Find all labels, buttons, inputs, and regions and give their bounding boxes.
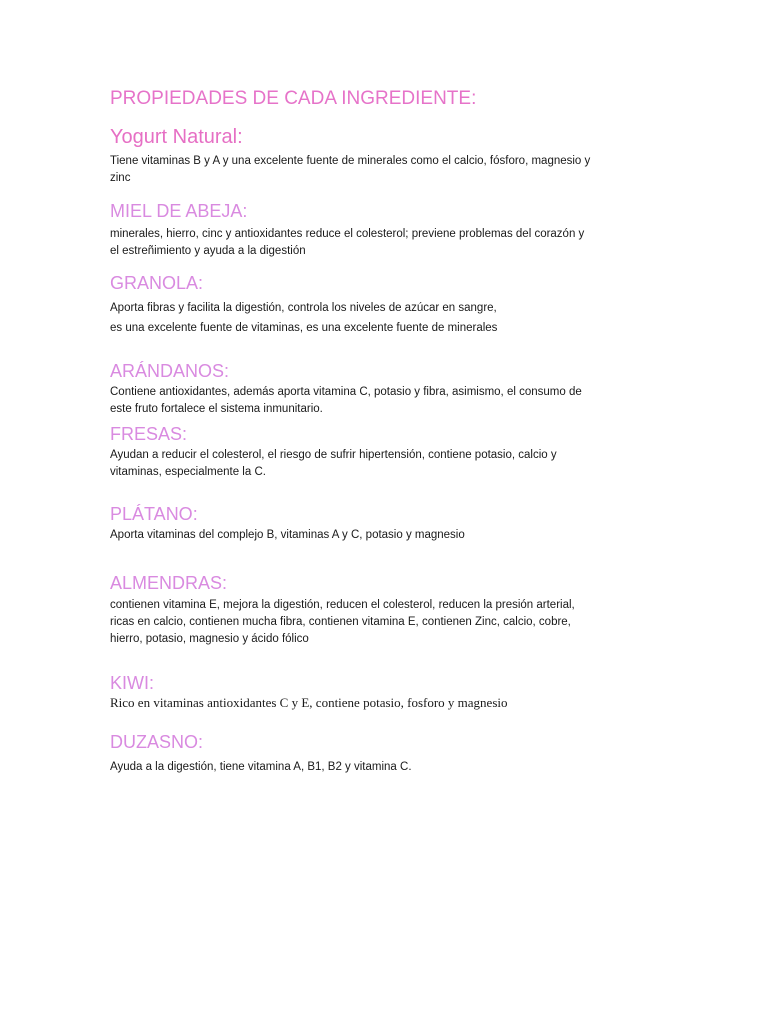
section-body-arandanos (110, 384, 655, 418)
body-line: contienen vitamina E, mejora la digestión, reducen el colesterol, reducen la presión arterial, (110, 599, 575, 611)
section-body-fresas (110, 447, 655, 481)
body-line: Aporta vitaminas del complejo B, vitaminas A y C, potasio y magnesio (110, 529, 465, 541)
body-line: ricas en calcio, contienen mucha fibra, contienen vitamina E, contienen Zinc, calcio, cobre, (110, 616, 571, 628)
body-line: zinc (110, 172, 131, 184)
body-line: vitaminas, especialmente la C. (110, 466, 266, 478)
section-heading-kiwi: KIWI: (110, 673, 154, 693)
section-body-yogurt (110, 153, 655, 187)
body-line: es una excelente fuente de vitaminas, es una excelente fuente de minerales (110, 322, 498, 334)
section-body-granola (110, 298, 655, 338)
section-heading-yogurt: Yogurt Natural: (110, 126, 243, 148)
body-line: Ayuda a la digestión, tiene vitamina A, B1, B2 y vitamina C. (110, 761, 412, 773)
section-body-duzasno (110, 759, 655, 776)
body-line: el estreñimiento y ayuda a la digestión (110, 245, 306, 257)
body-line: Ayudan a reducir el colesterol, el riesgo de sufrir hipertensión, contiene potasio, calcio y (110, 449, 557, 461)
section-heading-miel: MIEL DE ABEJA: (110, 201, 248, 221)
section-heading-platano: PLÁTANO: (110, 504, 198, 524)
section-heading-duzasno: DUZASNO: (110, 732, 204, 752)
body-line: hierro, potasio, magnesio y ácido fólico (110, 633, 309, 645)
section-body-almendras (110, 597, 655, 648)
section-body-miel (110, 226, 655, 260)
section-body-kiwi (110, 694, 655, 711)
section-heading-arandanos: ARÁNDANOS: (110, 361, 230, 381)
body-line: minerales, hierro, cinc y antioxidantes reduce el colesterol; previene problemas del corazón y (110, 228, 585, 240)
body-line: Contiene antioxidantes, además aporta vitamina C, potasio y fibra, asimismo, el consumo de (110, 386, 582, 398)
section-body-platano (110, 527, 655, 544)
page-title: PROPIEDADES DE CADA INGREDIENTE: (110, 88, 477, 109)
body-line: Rico en vitaminas antioxidantes C y E, contiene potasio, fosforo y magnesio (110, 695, 508, 710)
section-heading-fresas: FRESAS: (110, 424, 188, 444)
section-heading-almendras: ALMENDRAS: (110, 573, 228, 593)
body-line: Tiene vitaminas B y A y una excelente fuente de minerales como el calcio, fósforo, magnesio y (110, 155, 591, 167)
section-heading-granola: GRANOLA: (110, 273, 204, 293)
body-line: este fruto fortalece el sistema inmunitario. (110, 403, 323, 415)
body-line: Aporta fibras y facilita la digestión, controla los niveles de azúcar en sangre, (110, 302, 497, 314)
